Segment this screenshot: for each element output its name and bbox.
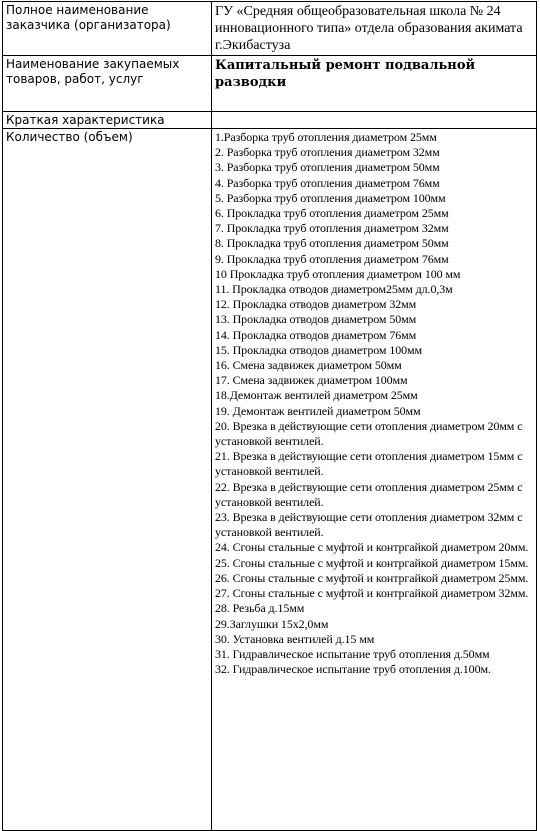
list-item: 8. Прокладка труб отопления диаметром 50мм <box>215 236 449 251</box>
list-item: 6. Прокладка труб отопления диаметром 25мм <box>215 206 449 221</box>
value-characteristic <box>212 112 537 129</box>
label-quantity: Количество (объем) <box>3 129 212 831</box>
list-item: 14. Прокладка отводов диаметром 76мм <box>215 327 417 342</box>
list-item: 11. Прокладка отводов диаметром25мм дл.0,3м <box>215 282 453 297</box>
row-quantity <box>3 129 537 831</box>
list-item: 3. Разборка труб отопления диаметром 50мм <box>215 160 440 175</box>
list-item: 7. Прокладка труб отопления диаметром 32мм <box>215 221 449 236</box>
list-item: 1.Разборка труб отопления диаметром 25мм <box>215 130 437 144</box>
list-item: 12. Прокладка отводов диаметром 32мм <box>215 297 417 312</box>
list-item: 5. Разборка труб отопления диаметром 100мм <box>215 190 446 205</box>
list-item: 18.Демонтаж вентилей диаметром 25мм <box>215 388 418 403</box>
list-item: 27. Сгоны стальные с муфтой и контргайкой диаметром 32мм. <box>215 586 529 601</box>
list-item: 26. Сгоны стальные с муфтой и контргайкой диаметром 25мм. <box>215 570 529 585</box>
quantity-list <box>212 129 537 831</box>
procurement-table <box>2 1 537 831</box>
value-customer: ГУ «Средняя общеобразовательная школа № 24 инновационного типа» отдела образования акимата г.Экибастуза <box>212 2 537 56</box>
row-customer <box>3 2 537 56</box>
quantity-items <box>215 130 533 677</box>
list-item: 28. Резьба д.15мм <box>215 601 305 616</box>
list-item: 15. Прокладка отводов диаметром 100мм <box>215 342 423 357</box>
list-item: 31. Гидравлическое испытание труб отопления д.50мм <box>215 646 490 661</box>
label-customer: Полное наименование заказчика (организатора) <box>3 2 212 56</box>
list-item: 17. Смена задвижек диаметром 100мм <box>215 373 408 388</box>
label-characteristic: Краткая характеристика <box>3 112 212 129</box>
label-subject: Наименование закупаемых товаров, работ, услуг <box>3 56 212 112</box>
list-item: 13. Прокладка отводов диаметром 50мм <box>215 312 417 327</box>
row-characteristic <box>3 112 537 129</box>
list-item: 16. Смена задвижек диаметром 50мм <box>215 358 402 373</box>
list-item: 21. Врезка в действующие сети отопления диаметром 15мм с установкой вентилей. <box>215 449 523 479</box>
list-item: 20. Врезка в действующие сети отопления диаметром 20мм с установкой вентилей. <box>215 418 523 449</box>
list-item: 32. Гидравлическое испытание труб отопления д.100м. <box>215 662 491 677</box>
list-item: 4. Разборка труб отопления диаметром 76мм <box>215 175 440 190</box>
list-item: 9. Прокладка труб отопления диаметром 76мм <box>215 251 449 266</box>
list-item: 22. Врезка в действующие сети отопления диаметром 25мм с установкой вентилей. <box>215 479 523 509</box>
list-item: 30. Установка вентилей д.15 мм <box>215 631 375 646</box>
list-item: 24. Сгоны стальные с муфтой и контргайкой диаметром 20мм. <box>215 540 529 555</box>
list-item: 25. Сгоны стальные с муфтой и контргайкой диаметром 15мм. <box>215 555 529 570</box>
list-item: 19. Демонтаж вентилей диаметром 50мм <box>215 403 421 418</box>
list-item: 10 Прокладка труб отопления диаметром 100 мм <box>215 266 461 281</box>
list-item: 23. Врезка в действующие сети отопления диаметром 32мм с установкой вентилей. <box>215 510 523 540</box>
value-subject: Капитальный ремонт подвальной разводки <box>212 56 537 112</box>
list-item: 29.Заглушки 15х2,0мм <box>215 616 329 631</box>
list-item: 2. Разборка труб отопления диаметром 32мм <box>215 145 440 160</box>
row-subject <box>3 56 537 112</box>
